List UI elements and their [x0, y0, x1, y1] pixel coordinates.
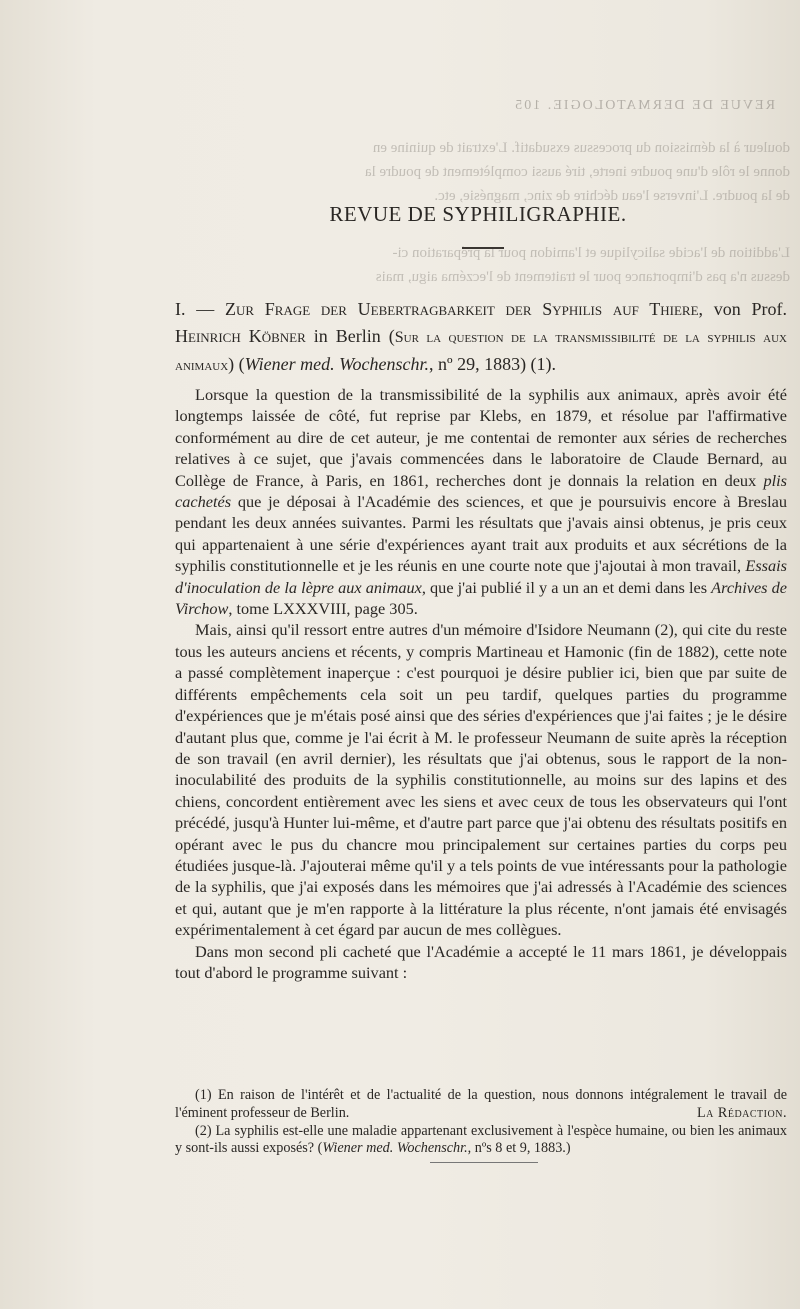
french-title: Sur la question de la transmissibilité de la syphilis aux animaux: [175, 329, 787, 374]
paragraph-2: Mais, ainsi qu'il ressort entre autres d'un mémoire d'Isidore Neumann (2), qui cite du reste tous les auteurs anciens et récents, y compris Martineau et Hamonic (fin de 1882), cette note a passé complètement inaperçue : c'est pourquoi je désire publier ici, bien que par suite de différents empêchements cela soit un peu tardif, quelques parties du programme d'expériences que je m'étais posé ainsi que des séries d'expériences que j'ai faites ; je le désire d'autant plus que, comme je l'ai écrit à M. le professeur Neumann de suite après la réception de son travail (en avril dernier), les résultats que j'ai obtenus, sous le rapport de la non-inoculabilité des produits de la syphilis constitutionnelle, au moins sur des lapins et des chiens, concordent entièrement avec les siens et avec ceux de tous les observateurs qui l'ont précédé, jusqu'à Hunter lui-même, et d'autre part parce que j'ai obtenu des résultats positifs en opérant avec le pus du chancre mou principalement sur certaines parties du corps peu étudiées jusque-là. J'ajouterai même qu'il y a tels points de vue intéressants pour la pathologie de la syphilis, que j'ai exposés dans les mémoires que j'ai adressés à l'Académie des sciences et qui, autant que je m'en rapporte à la littérature la plus récente, n'ont jamais été envisagés expérimentalement à cet égard par aucun de mes collègues.: [175, 620, 787, 940]
journal-name: Wiener med. Wochenschr.: [244, 354, 429, 374]
bleed-through-line: douleur à la démission du processus exsudatif. L'extrait de quinine en: [372, 140, 790, 156]
bleed-through-line: de la poudre. L'inverse l'eau déchire de zinc, magnésie, etc.: [434, 188, 790, 204]
close-paren: ) (: [228, 354, 245, 374]
paragraph-3: Dans mon second pli cacheté que l'Académie a accepté le 11 mars 1861, je développais tout d'abord le programme suivant :: [175, 941, 787, 982]
paragraph-1: [175, 384, 787, 619]
article-heading: [175, 296, 787, 379]
italic-run: Essais d'inoculation de la lèpre aux animaux: [175, 556, 787, 597]
bleed-through-line: dessus n'a pas d'importance pour le traitement de l'eczéma aigu, mais: [375, 269, 790, 285]
author-name: Heinrich Köbner: [175, 326, 306, 346]
von-prof: von Prof.: [703, 299, 788, 319]
article-number: I. —: [175, 299, 225, 319]
italic-run: plis cachetés: [175, 470, 787, 512]
footnote-text: (1) En raison de l'intérêt et de l'actualité de la question, nous donnons intégralement le travail de l'éminent professeur de Berlin.: [175, 1087, 787, 1121]
footnote-2: [175, 1123, 787, 1159]
body-text: [175, 384, 787, 983]
in-berlin: in Berlin (: [305, 326, 395, 346]
title-rule: [462, 247, 504, 249]
text-run: que je déposai à l'Académie des sciences, et que je poursuivis encore à Breslau pendant les deux années suivantes. Parmi les résultats que j'avais ainsi obtenus, je pris ceux qui appartenaient à une série d'expériences ayant trait aux produits et aux sécrétions de la syphilis constitutionnelle et je les réunis en une courte note que j'ajoutai à mon travail,: [175, 492, 787, 576]
citation-tail: , nº 29, 1883) (1).: [428, 354, 557, 374]
footnotes: [175, 1087, 787, 1158]
bleed-through-line: L'addition de l'acide salicylique et l'amidon pour la préparation ci-: [392, 245, 790, 261]
text-run: Lorsque la question de la transmissibilité de la syphilis aux animaux, après avoir été longtemps laissée de côté, fut reprise par Klebs, en 1879, et résolue par l'affirmative conformément au dire de cet auteur, je me contentai de remonter aux séries de recherches relatives à ce sujet, que j'avais commencées dans le laboratoire de Claude Bernard, au Collège de France, à Paris, en 1861, recherches dont je donnais la relation en deux: [175, 385, 787, 490]
footnote-1: [175, 1087, 787, 1123]
italic-run: Archives de Virchow: [175, 577, 787, 619]
bleed-through-running-head: REVUE DE DERMATOLOGIE. 105: [513, 98, 775, 113]
bleed-through-line: donne le rôle d'une poudre inerte, tiré aussi complètement de poudre la: [364, 164, 790, 180]
footnote-journal: Wiener med. Wochenschr.: [322, 1140, 468, 1157]
section-title: REVUE DE SYPHILIGRAPHIE.: [329, 202, 627, 226]
bottom-rule: [430, 1162, 538, 1163]
text-run: , que j'ai publié il y a un an et demi dans les: [421, 577, 712, 597]
german-title: Zur Frage der Uebertragbarkeit der Syphilis auf Thiere,: [224, 299, 704, 319]
text-run: , tome LXXXVIII, page 305.: [228, 599, 418, 619]
editor-signature: La Rédaction.: [696, 1104, 787, 1121]
footnote-text: , nºs 8 et 9, 1883.): [467, 1140, 571, 1157]
footnote-text: (2) La syphilis est-elle une maladie appartenant exclusivement à l'espèce humaine, ou bien les animaux y sont-ils aussi exposés? (: [175, 1122, 787, 1157]
